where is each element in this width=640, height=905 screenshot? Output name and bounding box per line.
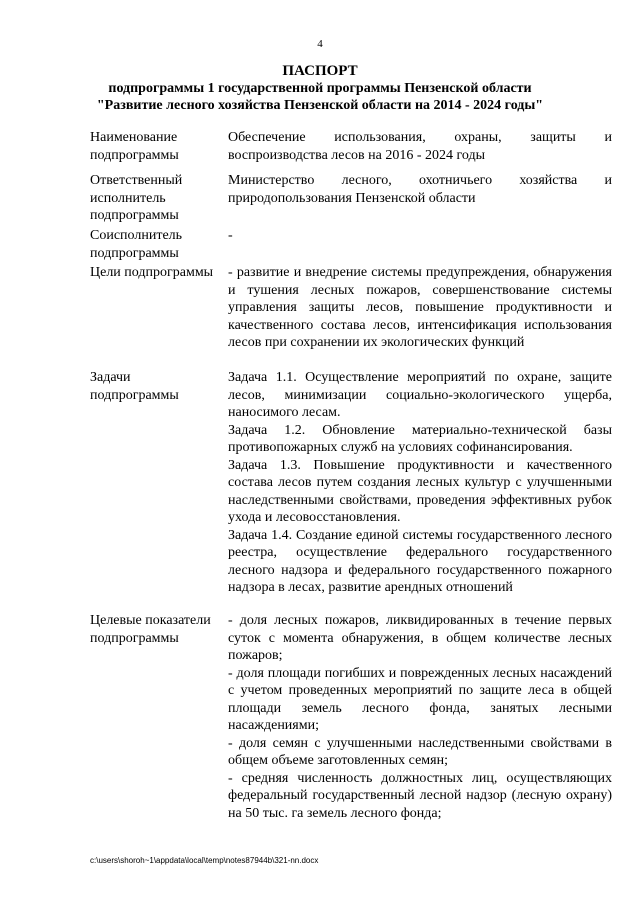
file-path-footer: c:\users\shoroh~1\appdata\local\temp\notes87944b\321-nn.docx xyxy=(90,856,319,865)
indicator-item: - доля площади погибших и поврежденных лесных насаждений с учетом проведенных мероприятий по защите леса в общей площади земель лесного фонда, занятых лесными насаждениями; xyxy=(228,665,612,733)
subtitle-line-1: подпрограммы 1 государственной программы Пензенской области xyxy=(108,81,532,96)
document-subtitle xyxy=(60,80,580,114)
indicator-item: - доля семян с улучшенными наследственными свойствами в общем объеме заготовленных семян; xyxy=(228,735,612,768)
row-value-executor: Министерство лесного, охотничьего хозяйства и природопользования Пензенской области xyxy=(228,173,612,206)
row-value-tasks xyxy=(228,369,612,597)
indicator-item: - доля лесных пожаров, ликвидированных в течение первых суток с момента обнаружения, в общем количестве лесных пожаров; xyxy=(228,613,612,663)
task-item: Задача 1.3. Повышение продуктивности и качественного состава лесов путем создания лесных культур с улучшенными наследственными свойствами, проведения эффективных рубок ухода и лесовосстановления. xyxy=(228,457,612,525)
indicator-item: - средняя численность должностных лиц, осуществляющих федеральный государственный лесной надзор (лесную охрану) на 50 тыс. га земель лесного фонда; xyxy=(228,770,612,821)
page-number: 4 xyxy=(317,38,323,50)
row-label-indicators: Целевые показатели подпрограммы xyxy=(90,613,211,646)
document-title: ПАСПОРТ xyxy=(282,63,358,79)
row-label-tasks: Задачи подпрограммы xyxy=(90,370,179,403)
row-label-name: Наименование подпрограммы xyxy=(90,130,179,163)
row-value-coexecutor: - xyxy=(228,228,233,243)
row-label-executor: Ответственный исполнитель подпрограммы xyxy=(90,173,183,223)
task-item: Задача 1.1. Осуществление мероприятий по охране, защите лесов, минимизации социально-экологического ущерба, наносимого лесам. xyxy=(228,370,612,420)
subtitle-line-2: "Развитие лесного хозяйства Пензенской области на 2014 - 2024 годы" xyxy=(96,98,544,113)
row-label-coexecutor: Соисполнитель подпрограммы xyxy=(90,228,183,261)
row-value-goals: - развитие и внедрение системы предупреждения, обнаружения и тушения лесных пожаров, совершенствование системы управления защиты лесов, повышение продуктивности и качественного состава лесов, интенсификация использования лесов при сохранении их экологических функций xyxy=(228,265,612,350)
row-value-name: Обеспечение использования, охраны, защиты и воспроизводства лесов на 2016 - 2024 годы xyxy=(228,130,612,163)
row-label-goals: Цели подпрограммы xyxy=(90,265,214,280)
row-value-indicators xyxy=(228,612,612,822)
task-item: Задача 1.4. Создание единой системы государственного лесного реестра, осуществление федерального государственного лесного надзора и федерального государственного пожарного надзора в лесах, развитие арендных отношений xyxy=(228,527,612,595)
task-item: Задача 1.2. Обновление материально-технической базы противопожарных служб на условиях софинансирования. xyxy=(228,422,612,455)
